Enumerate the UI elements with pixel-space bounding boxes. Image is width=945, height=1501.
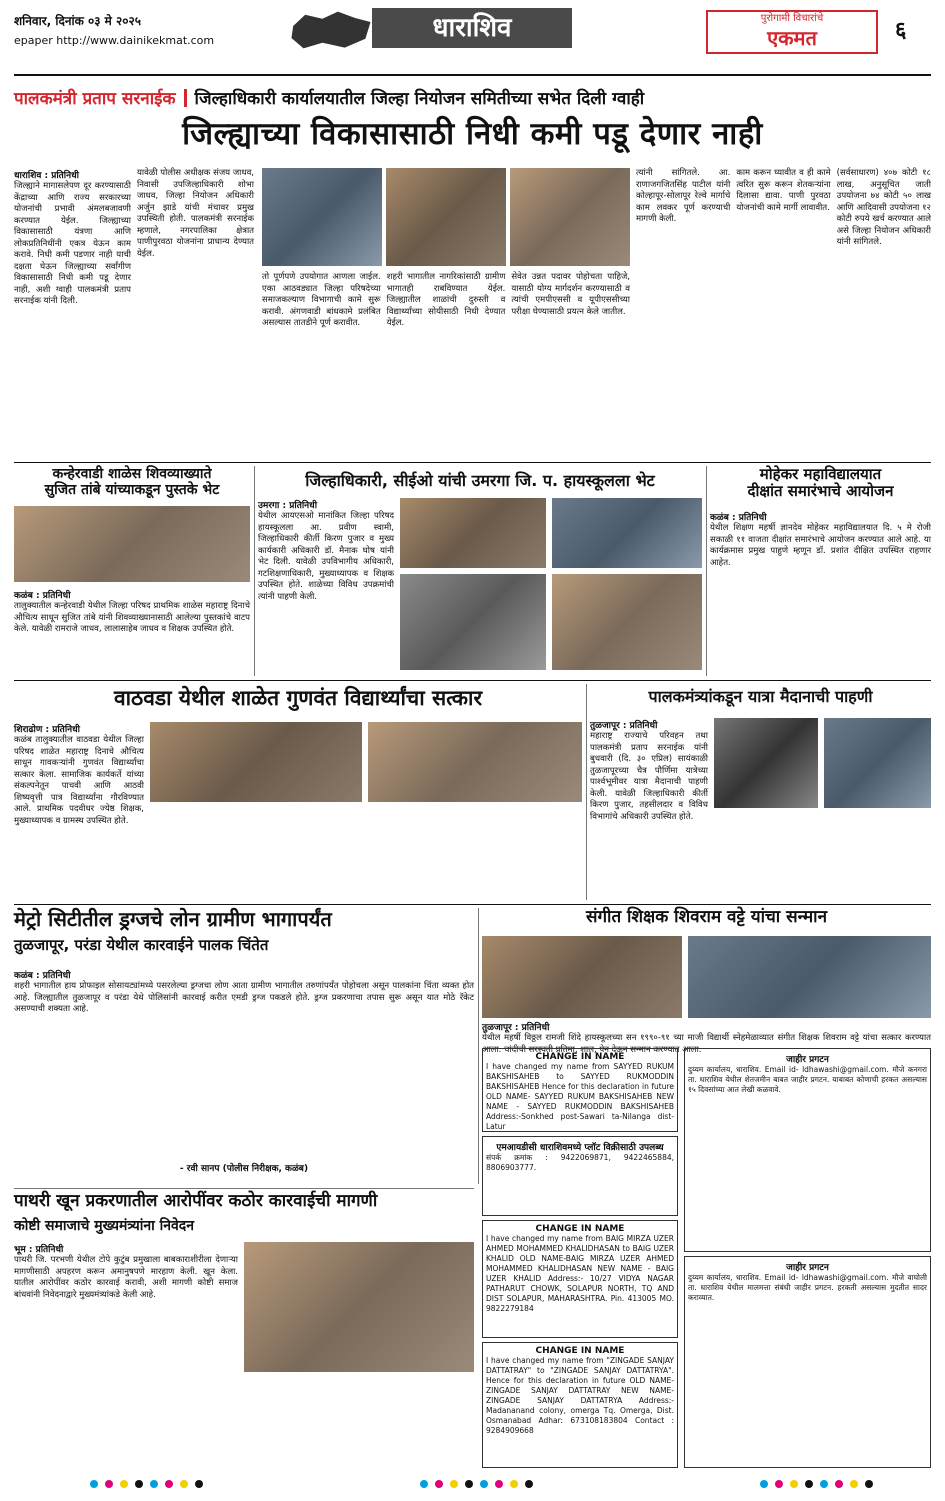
- story8-dateline: भूम : प्रतिनिधी: [14, 1245, 64, 1255]
- notice-name-change-1: [482, 1048, 678, 1132]
- story1-dateline: कळंब : प्रतिनिधी: [14, 591, 71, 601]
- lead-photo-1: [262, 168, 382, 266]
- brand-logo: [706, 10, 878, 54]
- story8-text: पाथरी जि. परभणी येथील टोपे कुटुंब प्रमुखाला बाबकाराशीरीला देणाऱ्या मागणीसाठी अपहरण करून अमानुषपणे मारहाण केली. खून केला. यातील आरोपींवर कठोर कारवाई करावी, अशी मागणी कोष्टी समाज बांधवांनी निवेदनाद्वारे मुख्यमंत्र्यांकडे केली आहे.: [14, 1255, 238, 1300]
- district-map-icon: [288, 10, 374, 50]
- story3-dateline: कळंब : प्रतिनिधी: [710, 513, 767, 523]
- lead-col-5: सेवेत उन्नत पदावर पोहोचता पाहिजे, यासाठी योग्य मार्गदर्शन करण्यासाठी व त्यांची एमपीएससी व यूपीएससीच्या परीक्षा घेण्यासाठी प्रयत्न केले जातील.: [511, 272, 631, 317]
- lead-col-3: तो पूर्णपणे उपयोगात आणला जाईल. एका आठवड्यात जिल्हा परिषदेच्या समाजकल्याण विभागाची कामे सुरू करावी. अंगणवाडी बांधकामे प्रलंबित असल्यास तातडीने पूर्ण करावीत.: [262, 272, 381, 328]
- section-divider-3: [14, 904, 931, 905]
- registration-dots-center: [420, 1480, 533, 1488]
- story4-dateline: शिराढोण : प्रतिनिधी: [14, 725, 81, 735]
- notice2-title: एमआयडीसी धाराशिवमध्ये प्लॉट विक्रीसाठी उपलब्ध: [496, 1143, 664, 1153]
- column-divider: [706, 466, 707, 676]
- lead-col-7: काम करून घ्यावीत व ही कामे त्वरित सुरू करून शेतकऱ्यांना दिलासा द्यावा. पाणी पुरवठा योजनांची कामे मार्गी लावावीत.: [736, 168, 831, 213]
- story2-headline: जिल्हाधिकारी, सीईओ यांची उमरगा जि. प. हायस्कूलला भेट: [305, 471, 655, 490]
- story8-photo: [244, 1242, 474, 1372]
- story3-headline-1: मोहेकर महाविद्यालयात: [759, 465, 882, 483]
- lead-text-left: [14, 168, 254, 458]
- brand-name: एकमत: [767, 26, 817, 50]
- story-metro-drugs: [14, 908, 474, 1184]
- print-registration-footer: [0, 1474, 945, 1501]
- registration-dots-right: [760, 1480, 873, 1488]
- notice5-title: जाहीर प्रगटन: [786, 1055, 829, 1065]
- lead-col-6: त्यांनी सांगितले. आ. राणाजगजितसिंह पाटील यांनी कोल्हापूर-सोलापूर रेल्वे मार्गाचे काम लवकर पूर्ण करण्याची मागणी केली.: [636, 168, 731, 224]
- issue-date: शनिवार, दिनांक ०३ मे २०२५: [14, 14, 141, 28]
- story3-headline-2: दीक्षांत समारंभाचे आयोजन: [747, 482, 894, 501]
- notice-public-2: [684, 1256, 931, 1468]
- story1-text: तालुक्यातील कन्हेरवाडी येथील जिल्हा परिषद प्राथमिक शाळेस महाराष्ट्र दिनाचे औचित्य साधून सुजित तांबे यांनी शिवव्याख्यानासाठी आलेल्या पुस्तकांचे वाटप केले. यावेळी रामराजे जाधव, लालासाहेब जाधव व शिक्षक उपस्थित होते.: [14, 601, 250, 634]
- notice4-body: I have changed my name from "ZINGADE SANJAY DATTATRAY" to "ZINGADE SANJAY DATTATRYA". Hence for this declaration in future OLD NAME- ZINGADE SANJAY DATTATRAY NEW NAME- ZINGADE SANJAY DATTATRYA Address:- Madananand colony, omerga Tq. Omerga, Dist. Osmanabad Adhar: 673108183804 Contact : 9284909668: [486, 1356, 674, 1435]
- story2-photo-4: [552, 574, 702, 670]
- strap-divider: [184, 89, 187, 107]
- notice-name-change-3: [482, 1342, 678, 1468]
- lead-strap-who: पालकमंत्री प्रताप सरनाईक: [14, 89, 176, 109]
- notice2-body: संपर्क क्रमांक : 9422069871, 9422465884, 8806903777.: [486, 1153, 674, 1172]
- story2-text: येथील आयएसओ मानांकित जिल्हा परिषद हायस्कूलला आ. प्रवीण स्वामी, जिल्हाधिकारी कीर्ती किरण पुजार व मुख्य कार्यकारी अधिकारी डॉ. मैनाक घोष यांनी भेट दिली. यावेळी उपविभागीय अधिकारी, गटशिक्षणाधिकारी, मुख्याध्यापक व शिक्षक उपस्थित होते. शाळेच्या विविध उपक्रमांची त्यांनी पाहणी केली.: [258, 511, 394, 602]
- story8-headline: पाथरी खून प्रकरणातील आरोपींवर कठोर कारवाईची मागणी: [14, 1191, 378, 1211]
- brand-tagline: पुरोगामी विचारांचे: [760, 13, 824, 24]
- story-mohekar: [710, 466, 931, 676]
- epaper-url[interactable]: epaper http://www.dainikekmat.com: [14, 34, 215, 47]
- story-kanherwadi: [14, 466, 250, 676]
- lead-dateline: धाराशिव : प्रतिनिधी: [14, 171, 79, 181]
- story5-photo-1: [714, 718, 818, 808]
- page-number: ६: [895, 18, 907, 43]
- story2-dateline: उमरगा : प्रतिनिधी: [258, 501, 318, 511]
- story-umarga-visit: [258, 466, 702, 676]
- masthead-divider: [14, 74, 931, 76]
- story6-headline: मेट्रो सिटीतील ड्रग्जचे लोन ग्रामीण भागापर्यंत: [14, 907, 332, 931]
- lead-text-middle: [262, 272, 630, 458]
- column-divider: [478, 908, 479, 1184]
- story5-dateline: तुळजापूर : प्रतिनिधी: [590, 721, 658, 731]
- story2-photo-1: [400, 498, 546, 568]
- lead-text-right: [636, 168, 931, 458]
- notice1-body: I have changed my name from SAYYED RUKUM BAKSHISAHEB to SAYYED RUKMODDIN BAKSHISAHEB Hence for this declaration in future OLD NAME- SAYYED RUKUM BAKSHISAHEB NEW NAME - SAYYED RUKMODDIN BAKSHISAHEB Address:-Sonkhed post-Sawari ta-Nilanga dist- Latur: [486, 1062, 674, 1131]
- notice-plot-sale: [482, 1136, 678, 1216]
- story7-dateline: तुळजापूर : प्रतिनिधी: [482, 1023, 550, 1033]
- story-yatra-inspection: [590, 684, 931, 900]
- notice6-body: दुय्यम कार्यालय, धाराशिव. Email id- ldhawashi@gmail.com. मौजे वाघोली ता. धाराशिव येथील मालमत्ता संबंधी जाहीर प्रगटन. हरकती असल्यास मुदतीत सादर कराव्यात.: [688, 1273, 927, 1302]
- story6-dateline: कळंब : प्रतिनिधी: [14, 971, 71, 981]
- story1-headline-2: सुजित तांबे यांच्याकडून पुस्तके भेट: [44, 482, 220, 499]
- notice4-title: CHANGE IN NAME: [535, 1346, 625, 1356]
- story7-photo-1: [482, 936, 682, 1018]
- lead-photo-2: [386, 168, 506, 266]
- story-wathwada: [14, 684, 582, 900]
- notice-public-1: [684, 1048, 931, 1252]
- section-divider-1: [14, 462, 931, 463]
- story4-text: कळंब तालुक्यातील वाठवडा येथील जिल्हा परिषद शाळेत महाराष्ट्र दिनाचे औचित्य साधून गावकऱ्यांनी गुणवंत विद्यार्थ्यांचा सत्कार केला. सामाजिक कार्यकर्ते यांच्या संकल्पनेतून पाचवी आणि आठवी शिष्यवृत्ती पात्र विद्यार्थ्यांना गौरविण्यात आले. प्राथमिक पदवीधर ज्येष्ठ शिक्षक, मुख्याध्यापक व ग्रामस्थ उपस्थित होते.: [14, 735, 144, 826]
- notice6-title: जाहीर प्रगटन: [786, 1263, 829, 1273]
- story5-headline: पालकमंत्र्यांकडून यात्रा मैदानाची पाहणी: [648, 687, 873, 706]
- story4-photo-2: [368, 722, 582, 802]
- story2-photo-2: [552, 498, 702, 568]
- story4-photo-1: [150, 722, 362, 802]
- registration-dots-left: [90, 1480, 203, 1488]
- section-divider-2: [14, 680, 931, 681]
- story7-text: येथील महर्षी विठ्ठल रामजी शिंदे हायस्कूलच्या सन १९९०-९१ च्या माजी विद्यार्थी स्नेहमेळाव्यात संगीत शिक्षक शिवराम वट्टे यांचा सत्कार करण्यात आला. चांदीची सरस्वती प्रतिमा, शाल, पेन देऊन सन्मान करण्यात आला.: [482, 1033, 931, 1055]
- story6-text: शहरी भागातील हाय प्रोफाइल सोसायट्यांमध्ये पसरलेल्या ड्रग्जचा लोण आता ग्रामीण भागातील तरुणांपर्यंत पोहोचला असून पालकांना चिंता व्यक्त होत आहे. जिल्ह्यातील तुळजापूर व परंडा येथे पोलिसांनी कारवाई करीत एमडी ड्रग्ज पकडले होते. ड्रग्ज प्रकरणाचा तपास सुरू असून यात मोठे रॅकेट असण्याची शक्यता आहे.: [14, 981, 474, 1014]
- story7-photo-2: [688, 936, 931, 1018]
- story1-headline-1: कन्हेरवाडी शाळेस शिवव्याख्याते: [52, 466, 212, 482]
- story-pathari-murder: [14, 1192, 474, 1468]
- lead-col-8: (सर्वसाधारण) ४०७ कोटी १८ लाख, अनुसूचित जाती उपयोजना ७४ कोटी ५० लाख आणि आदिवासी उपयोजना १२ कोटी रुपये खर्च करण्यात आले असे जिल्हा नियोजन अधिकारी यांनी सांगितले.: [836, 168, 931, 247]
- notice3-title: CHANGE IN NAME: [535, 1224, 625, 1234]
- lead-strap-rest: जिल्हाधिकारी कार्यालयातील जिल्हा नियोजन समितीच्या सभेत दिली ग्वाही: [194, 89, 645, 109]
- notice5-body: दुय्यम कार्यालय, धाराशिव. Email id- ldhawashi@gmail.com. मौजे कनगरा ता. धाराशिव येथील शेतजमीन बाबत जाहीर प्रगटन. याबाबत कोणाची हरकत असल्यास १५ दिवसांच्या आत लेखी कळवावे.: [688, 1065, 927, 1094]
- column-divider: [586, 684, 587, 900]
- story-music-teacher: [482, 907, 931, 1055]
- lead-col-2: यावेळी पोलीस अधीक्षक संजय जाधव, निवासी उपजिल्हाधिकारी शोभा जाधव, जिल्हा नियोजन अधिकारी अर्जुन झाडे यांची मंचावर प्रमुख उपस्थिती होती. पालकमंत्री सरनाईक म्हणाले, नगरपालिका क्षेत्रात पाणीपुरवठा योजनांना प्राधान्य देण्यात येईल.: [137, 168, 254, 259]
- lead-headline: जिल्ह्याच्या विकासासाठी निधी कमी पडू देणार नाही: [182, 116, 763, 152]
- story2-photo-3: [400, 574, 546, 670]
- edition-title: धाराशिव: [372, 8, 572, 48]
- notice-name-change-2: [482, 1220, 678, 1338]
- lead-col-4: शहरी भागातील नागरिकांसाठी ग्रामीण भागातही राबविण्यात येईल. जिल्ह्यातील शाळांची दुरुस्ती व विद्यार्थ्यांच्या सोयीसाठी निधी देण्यात येईल.: [386, 272, 506, 328]
- story3-text: येथील शिक्षण महर्षी ज्ञानदेव मोहेकर महाविद्यालयात दि. ५ मे रोजी सकाळी ११ वाजता दीक्षांत समारंभाचे आयोजन करण्यात आले आहे. या कार्यक्रमास प्रमुख पाहुणे म्हणून डॉ. प्रशांत दीक्षित उपस्थित राहणार आहेत.: [710, 523, 931, 568]
- story6-subhead: तुळजापूर, परंडा येथील कारवाईने पालक चिंतेत: [14, 936, 269, 954]
- story7-headline: संगीत शिक्षक शिवराम वट्टे यांचा सन्मान: [585, 907, 828, 927]
- section-divider-4: [14, 1188, 474, 1189]
- masthead: [0, 0, 945, 72]
- story1-photo: [14, 506, 250, 582]
- column-divider: [254, 466, 255, 676]
- story5-photo-2: [824, 718, 931, 808]
- story8-subhead: कोष्टी समाजाचे मुख्यमंत्र्यांना निवेदन: [14, 1217, 194, 1234]
- notice3-body: I have changed my name from BAIG MIRZA UZER AHMED MOHAMMED KHALIDHASAN to BAIG UZER KHALID OLD NAME-BAIG MIRZA UZER AHMED MOHAMMED KHALIDHASAN NEW NAME - BAIG UZER KHALID Address:- 10/27 VIDYA NAGAR PATHARUT CHOWK, SOLAPUR NORTH, TQ AND DIST SOLAPUR, MAHARASHTRA. Pin. 413005 MO. 9822279184: [486, 1234, 674, 1313]
- lead-photo-3: [510, 168, 630, 266]
- lead-strap: [14, 86, 644, 109]
- story6-byline: - रवी सानप (पोलीस निरीक्षक, कळंब): [179, 1164, 309, 1174]
- notice1-title: CHANGE IN NAME: [535, 1052, 625, 1062]
- story4-headline: वाठवडा येथील शाळेत गुणवंत विद्यार्थ्यांचा सत्कार: [113, 686, 483, 710]
- story5-text: महाराष्ट्र राज्याचे परिवहन तथा पालकमंत्री प्रताप सरनाईक यांनी बुधवारी (दि. ३० एप्रिल) सायंकाळी तुळजापूरच्या चैत्र पौर्णिमा यात्रेच्या पार्श्वभूमीवर यात्रा मैदानाची पाहणी केली. यावेळी जिल्हाधिकारी कीर्ती किरण पुजार, तहसीलदार व विविध विभागांचे अधिकारी उपस्थित होते.: [590, 731, 708, 822]
- lead-col-1: जिल्ह्याने मागासलेपण दूर करण्यासाठी केंद्राच्या आणि राज्य सरकारच्या योजनांची प्रभावी अंमलबजावणी करण्यात येईल. जिल्ह्याच्या विकासासाठी यंत्रणा आणि लोकप्रतिनिधींनी एकत्र येऊन काम करावे. निधी कमी पडणार नाही याची दक्षता घेऊन जिल्ह्याच्या सर्वांगीण विकासासाठी निधी कमी पडू देणार नाही, अशी ग्वाही पालकमंत्री प्रताप सरनाईक यांनी दिली.: [14, 181, 131, 306]
